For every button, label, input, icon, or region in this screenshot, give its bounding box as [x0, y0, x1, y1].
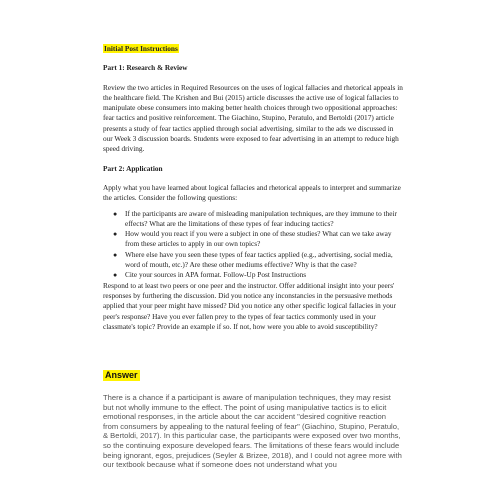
answer-label: Answer — [105, 370, 138, 380]
part1-body: Review the two articles in Required Resources on the uses of logical fallacies and rhetorical appeals in the healthcare field. The Krishen and Bui (2015) article discusses the active use of logical fallacies to manipulate obese consumers into making better health choices through two oppositional approaches: fear tactics and positive reinforcement. The Giachino, Stupino, Peratulo, and Bertoldi (2017) article presents a study of fear tactics applied through social advertising, similar to the ads we discussed in our Week 3 discussion boards. Students were exposed to fear advertising in an attempt to reduce high speed driving. — [103, 82, 403, 154]
bullet-icon: ● — [113, 250, 118, 259]
question-text: How would you react if you were a subject in one of these studies? What can we take away from these articles to apply in our own topics? — [125, 229, 392, 249]
answer-text: There is a chance if a participant is aware of manipulation techniques, they may resist but not wholly immune to the effect. The point of using manipulative tactics is to elicit emotional responses, in the article about the car accident "desired cognitive reaction from consumers by appealing to the natural feeling of fear" (Giachino, Stupino, Peratulo, & Bertoldi, 2017). In this particular case, the participants were exposed over two months, so the continuing exposure developed fears. The limitations of these fears would include being ignorant, egos, prejudices (Seyler & Brizee, 2018), and I could not agree more with our textbook because what if someone does not understand what you — [103, 393, 402, 470]
question-text: Cite your sources in APA format. Follow-Up Post Instructions — [125, 270, 307, 280]
question-item — [103, 250, 403, 271]
instructions-section — [103, 44, 403, 332]
initial-post-title: Initial Post Instructions — [104, 44, 178, 53]
bullet-icon: ● — [113, 209, 118, 218]
part2-intro: Apply what you have learned about logical fallacies and rhetorical appeals to interpret and summarize the articles. Consider the following questions: — [103, 182, 401, 203]
bullet-icon: ● — [113, 230, 118, 239]
question-list — [103, 209, 403, 281]
question-item — [103, 270, 403, 280]
part1-heading: Part 1: Research & Review — [103, 63, 188, 73]
question-text: If the participants are aware of misleading manipulation techniques, are they immune to their effects? What are the limitations of these types of fear inducing tactics? — [125, 208, 397, 228]
bullet-icon: ● — [113, 271, 118, 280]
question-item — [103, 229, 403, 250]
part2-heading: Part 2: Application — [103, 163, 163, 173]
question-text: Where else have you seen these types of fear tactics applied (e.g., advertising, social media, word of mouth, etc.)? Are these other mediums effective? Why is that the case? — [125, 249, 393, 270]
question-item — [103, 209, 403, 230]
answer-section — [103, 365, 403, 470]
followup-instructions: Respond to at least two peers or one peer and the instructor. Offer additional insight into your peers' responses by furthering the discussion. Did you notice any inconstancies in the persuasive methods applied that your peer might have missed? Did you notice any other specific logical fallacies in your peer's response? Have you ever fallen prey to the types of fear tactics commonly used in your classmate's topic? Provide an example if so. If not, how were you able to avoid susceptibility? — [103, 280, 396, 331]
